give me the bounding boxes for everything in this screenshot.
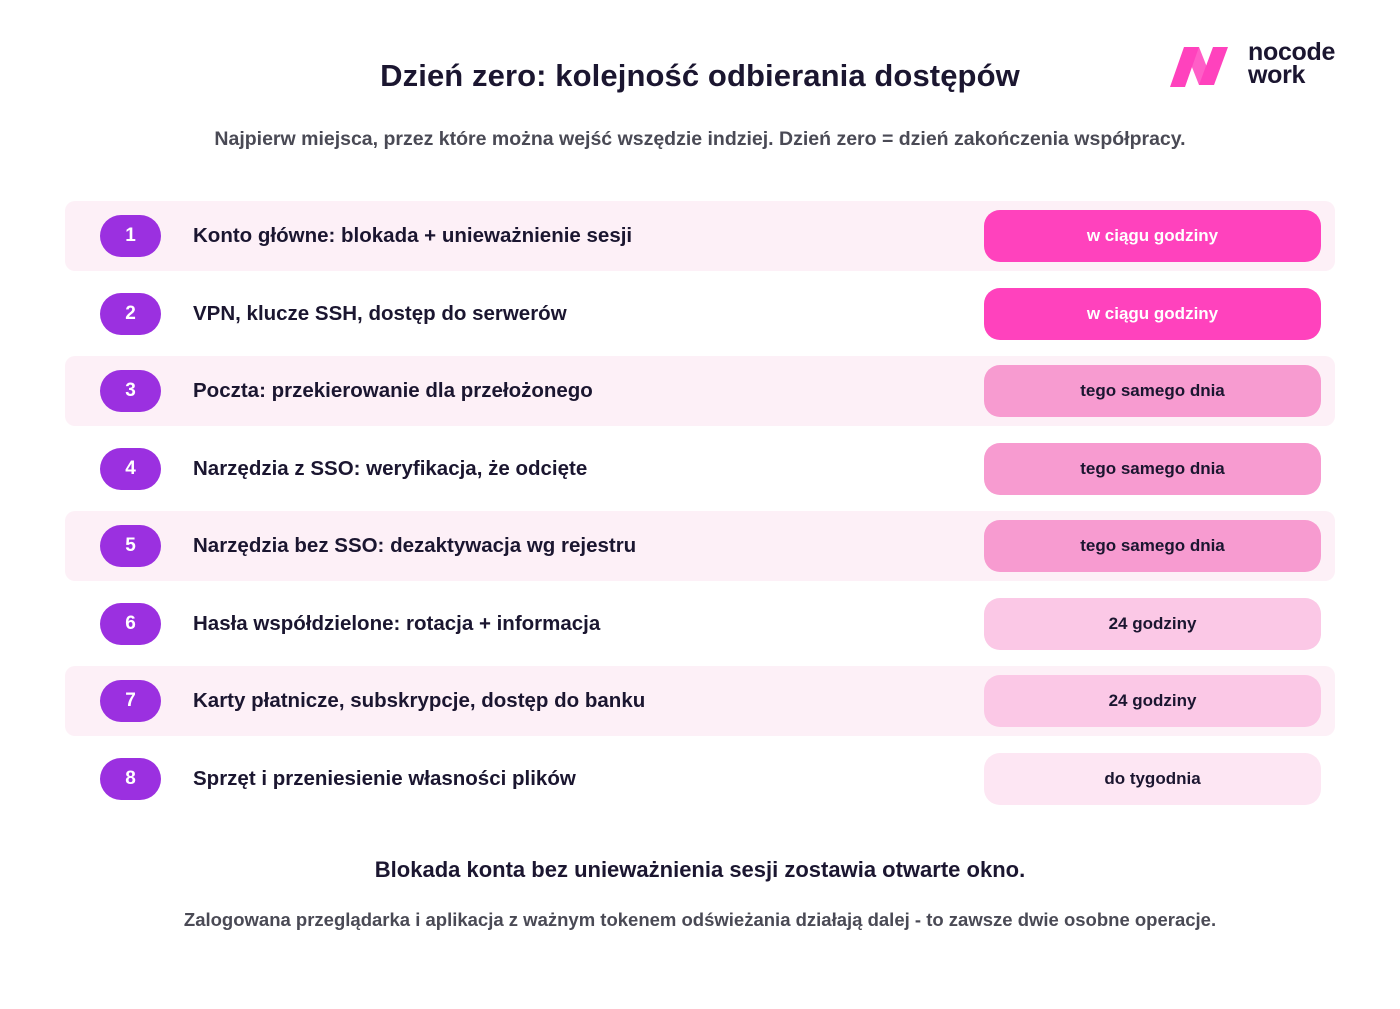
logo-text — [1248, 38, 1336, 89]
step-row — [65, 434, 1335, 504]
deadline-pill: w ciągu godziny — [984, 210, 1321, 262]
step-row — [65, 356, 1335, 426]
logo-text-line2: work — [1248, 61, 1306, 89]
deadline-pill: w ciągu godziny — [984, 288, 1321, 340]
steps-list — [65, 201, 1335, 821]
deadline-pill: tego samego dnia — [984, 520, 1321, 572]
deadline-pill: tego samego dnia — [984, 365, 1321, 417]
step-number-badge: 6 — [100, 603, 161, 645]
step-number-badge: 7 — [100, 680, 161, 722]
step-label: Narzędzia bez SSO: dezaktywacja wg rejestru — [193, 534, 637, 557]
deadline-pill: 24 godziny — [984, 675, 1321, 727]
step-label: Sprzęt i przeniesienie własności plików — [193, 766, 576, 790]
logo — [1170, 38, 1360, 91]
step-row — [65, 201, 1335, 271]
step-number-badge: 4 — [100, 448, 161, 490]
page-title: Dzień zero: kolejność odbierania dostępów — [380, 58, 1020, 93]
nocode-work-logo-icon — [1170, 43, 1242, 89]
page-subtitle: Najpierw miejsca, przez które można wejść wszędzie indziej. Dzień zero = dzień zakończenia współpracy. — [214, 128, 1186, 150]
step-number-badge: 8 — [100, 758, 161, 800]
deadline-pill: tego samego dnia — [984, 443, 1321, 495]
step-row — [65, 744, 1335, 814]
step-label: Karty płatnicze, subskrypcje, dostęp do banku — [193, 689, 646, 712]
footer-headline: Blokada konta bez unieważnienia sesji zostawia otwarte okno. — [374, 857, 1026, 882]
step-row — [65, 666, 1335, 736]
step-row — [65, 589, 1335, 659]
logo-text-line1: nocode — [1248, 38, 1336, 66]
step-number-badge: 1 — [100, 215, 161, 257]
step-label: Poczta: przekierowanie dla przełożonego — [193, 379, 593, 402]
step-row — [65, 279, 1335, 349]
step-number-badge: 5 — [100, 525, 161, 567]
step-label: Konto główne: blokada + unieważnienie sesji — [193, 224, 633, 247]
step-number-badge: 3 — [100, 370, 161, 412]
deadline-pill: do tygodnia — [984, 753, 1321, 805]
step-label: VPN, klucze SSH, dostęp do serwerów — [193, 301, 567, 325]
step-label: Hasła współdzielone: rotacja + informacja — [193, 611, 601, 635]
step-label: Narzędzia z SSO: weryfikacja, że odcięte — [193, 456, 588, 480]
step-row — [65, 511, 1335, 581]
deadline-pill: 24 godziny — [984, 598, 1321, 650]
footer-note: Zalogowana przeglądarka i aplikacja z ważnym tokenem odświeżania działają dalej - to zawsze dwie osobne operacje. — [183, 909, 1217, 930]
step-number-badge: 2 — [100, 293, 161, 335]
